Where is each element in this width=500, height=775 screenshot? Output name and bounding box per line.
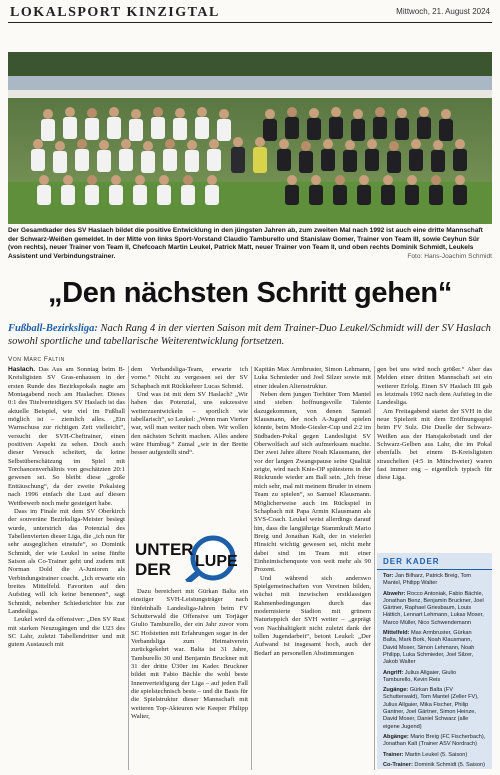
team-photo xyxy=(8,52,492,224)
kader-entry xyxy=(383,687,486,731)
subheadline xyxy=(8,322,492,348)
photo-caption xyxy=(8,227,492,262)
kader-title: DER KADER xyxy=(377,553,492,570)
kader-label: Tor: xyxy=(383,573,394,579)
page-header xyxy=(8,4,492,23)
paragraph: dem Verbandsliga-Team, erwarte ich vorne.“ Nicht zu vergessen sei der SV Schapbach mit Rückkehrer Lucas Schmid. xyxy=(131,366,248,390)
magnifier-icon xyxy=(131,528,248,582)
kader-entry xyxy=(383,591,486,627)
paragraph: Leukel wird da offensiver: „Den SV Rust mit starken Neuzugängen und die U23 des SC Lahr, zuletzt Tabellendritter und mit gutem Austausch mit xyxy=(8,616,125,649)
paragraph: Das Aus am Sonntag beim B-Kreisligisten SV Gras-enhausen in der ersten Runde des Bezirkspokals nagte am Montagabend noch am Haslacher. Dieses 0:1 des Titelverteidigers SV Haslach ist das aktuelle Beispiel, wie viel im Fußball möglich ist – ziemlich alles. „Ein Warnschuss zur richtigen Zeit vielleicht“, versucht der SVH-Cheftrainer, einen positiven Aspekt zu sehen. Doch auch dieser Versuch scheitert, da keine Selbstüberschätzung im Spiel mit Torchancenverhältnis von geschätzten 20:1 gewesen sei. So bleibt diese „große Enttäuschung“, da der zweite Pokalsieg nach 1996 einfach die Lust auf diesen Wettbewerb noch mehr gesteigert habe. xyxy=(8,366,125,507)
kader-text: Rocco Antoniak, Fabio Bächle, Jonathan Benz, Benjamin Bruckner, Joel Gärtner, Raphael Griesbaum, Louis Hättich, Lennart Lehmann, Lukas Moser, Marco Müller, Nico Schwendemann xyxy=(383,590,484,626)
kader-text: Dominik Schmidt (5. Saison) xyxy=(412,761,485,768)
section-title: LOKALSPORT KINZIGTAL xyxy=(10,5,220,20)
kader-label: Abgänge: xyxy=(383,733,409,740)
dateline: Haslach. xyxy=(8,366,36,373)
headline: „Den nächsten Schritt gehen“ xyxy=(47,277,453,309)
paragraph: Kapitän Max Armbruster, Simon Lehmann, Luka Schmieder und Joel Silzer sowie mit einer idealen Altersstruktur. xyxy=(254,366,371,390)
paragraph: Und was ist mit dem SV Haslach? „Wir haben das Potenzial, uns sukzessive weiterzuentwickeln – sportlich wie tabellarisch“, so Leukel: „Wenn man Vierter war, will man weiter nach oben. Wir wollen den nächsten Schritt machen. Alles andere wäre Humbug.“ Zumal „wir in der Breite besser aufgestellt sind“. xyxy=(131,391,248,457)
kader-label: Mittelfeld: xyxy=(383,630,410,637)
kader-label: Angriff: xyxy=(383,669,404,676)
kader-entry xyxy=(383,734,486,749)
kader-text: Jan Bilharz, Patrick Breig, Tom Mantel, Philipp Walter xyxy=(383,573,472,587)
unter-der-lupe-logo xyxy=(131,528,248,582)
paragraph: gen bei uns wird noch größer.“ Aber das Melden einer dritten Mannschaft sei ein weiterer Erfolg. Einen SV Haslach III gab es letztmals 1992 nach dem Aufstieg in die Landesliga. xyxy=(377,366,492,407)
kader-text: Martin Leukel (5. Saison) xyxy=(403,751,468,758)
subhead-kicker: Fußball-Bezirksliga: xyxy=(8,323,98,334)
kader-text: Max Armbruster, Gürkan Balta, Mark Bork, Noah Klausmann, David Moser, Simon Lehmann, Noah Philipp, Luka Schmieder, Joel Silzer, Jakob Walter xyxy=(383,630,475,666)
logo-word-3: LUPE xyxy=(195,553,238,570)
kader-list xyxy=(377,570,492,775)
caption-text: Der Gesamtkader des SV Haslach bildet die positive Entwicklung in den jüngsten Jahren ab, zum zweiten Mal nach 1992 ist auch eine dritte Mannschaft der Schwarz-Weißen gemeldet. In der Mitte von links Sport-Vorstand Claudio Tamburello und Stanislaw Gomer, Trainer von Team III, sowie Ceyhun Sür (von rechts), neuer Trainer von Team II, Chefcoach Martin Leukel, Patrick Matt, neuer Trainer von Team II, und oben rechts Dominik Schmidt, Leukels Assistent und Verbindungstrainer. xyxy=(8,227,483,261)
kader-entry xyxy=(383,762,486,769)
kader-entry xyxy=(383,630,486,666)
paragraph: Und während sich anderswo Spielgemeinschaften von Vereinen bilden, wächst mit inzwischen erstklassigen Rahmenbedingungen durch das modernisierte Stadion mit grünem Naturteppich der SVH weiter – „geprägt von Nachhaltigkeit nicht zuletzt dank der tollen Jugendarbeit“, betont Leukel: „Der Aufwand ist insgesamt hoch, auch der Bedarf an personellen Abstimmungen xyxy=(254,574,371,657)
kader-label: Zugänge: xyxy=(383,687,409,694)
kader-text: Mario Breig (FC Fischerbach), Jonathan Kalt (Trainer ASV Nordrach) xyxy=(383,733,486,748)
kader-text: Julius Allgaier, Giulio Tamburello, Kevin Reis xyxy=(383,669,457,683)
kader-text: Gürkan Balta (FV Schutterwald), Tom Mantel (Zeller FV), Julius Allgaier, Mika Fischer, Philip Gantner, Joel Gärtner, Simon Heinze, David Moser, Daniel Schwarz (alle eigene Jugend) xyxy=(383,687,479,730)
article-column-2-continued xyxy=(131,588,248,722)
column-rule xyxy=(374,366,375,770)
kader-entry xyxy=(383,752,486,759)
column-rule xyxy=(128,366,129,770)
issue-date: Mittwoch, 21. August 2024 xyxy=(396,7,490,16)
kader-box xyxy=(377,553,492,769)
logo-word-2: DER xyxy=(135,560,171,579)
subhead-text: Nach Rang 4 in der vierten Saison mit dem Trainer-Duo Leukel/Schmidt will der SV Haslach sowohl sportliche und tabellarische Weiterentwicklung fortsetzen. xyxy=(8,323,491,347)
kader-entry xyxy=(383,573,486,588)
logo-word-1: UNTER xyxy=(135,540,194,559)
paragraph: Dass im Finale mit dem SV Oberkirch der souveräne Bezirksliga-Meister besiegt wurde, unterstrich das Potenzial des Tabellenvierten dieser Liga, die „ich nun für sehr ausgeglichen einstufe“, so Dominik Schmidt, der wie Leukel in seine fünfte Saison als Co-Trainer geht und zudem mit Norman Dold die A-Junioren als Verbindungstrainer coacht. „Ich erwarte ein breites Mittelfeld. Favoriten auf den Aufstieg will ich keine benennen“, sagt Schmidt, nebenher Schiedsrichter bis zur Landesliga. xyxy=(8,507,125,615)
team-photo-illustration xyxy=(8,52,492,224)
paragraph: Neben dem jungen Torhüter Tom Mantel sind sieben hoffnungsvolle Talente dazugekommen, von denen Samuel Klausmann, der noch A-Jugend spielen könnte, beim Mode-Giesler-Cup und 2:2 im Südbaden-Pokal gegen Landesligist SV Oberwolfach auf sich aufmerksam machte. Der zwei Jahre ältere Noah Klausmann, der vor der langen Zwangspause seine Qualität zeigte, wird nach Knie-OP spätestens in der Rückrunde wieder am Ball sein. „Ich freue mich sehr, mal mit meinem Bruder in einem Team zu spielen“, so Samuel Klausmann. Möglicherweise auch im Rückspiel in Schapbach mit Papa Armin Klausmann als SVS-Coach. Leukel weist allerdings darauf hin, dass die langjährige Stammkraft Mario Breig und Jonathan Kalt, der in vielerlei Hinsicht wichtig gewesen sei, nicht mehr dabei sind im Team mit einer Einheimischenquote von weit mehr als 90 Prozent. xyxy=(254,391,371,574)
kader-label: Abwehr: xyxy=(383,590,406,597)
article-column-2 xyxy=(131,366,248,458)
column-rule xyxy=(251,366,252,770)
kader-entry xyxy=(383,670,486,685)
kader-label: Trainer: xyxy=(383,751,404,758)
kader-label: Co-Trainer: xyxy=(383,761,413,768)
article-column-1 xyxy=(8,366,125,650)
paragraph: Am Freitagabend startet der SVH in die neue Spielzeit mit dem Eröffnungsspiel beim FV Sulz. Die Duelle der Schwarz-Weißen aus der Hansjakobstadt und der Schwarz-Gelben aus Lahr, die im Pokal ebenfalls bei einem B-Kreisligisten strauchelten (4:5 in Münchweier) waren fast immer eng – eigentlich typisch für diese Liga. xyxy=(377,407,492,482)
article-column-4 xyxy=(377,366,492,483)
photo-credit: Foto: Hans-Joachim Schmidt xyxy=(407,253,492,261)
article-column-3 xyxy=(254,366,371,658)
paragraph: Dazu bereichert mit Gürkan Balta ein einstiger SVH-Leistungsträger nach fünfeinhalb Landesliga-Jahren beim FV Schutterwald die Offensive um Torjäger Giulio Tamburello, der ein Jahr zuvor vom SC Hofstetten mit Erfahrungen sogar in der Verbandsliga zum Heimatverein zurückgekehrt war. Balta ist 31 Jahre, Tamburello 30 und Benjamin Bruckner mit 31 der dritte Ü30er im Kader. Bruckner bildet mit Fabio Bächle die wohl beste Innenverteidigung der Liga – auf jeden Fall die spielstechnisch beste – und die Basis für die Spielstruktur dieser Mannschaft mit weiteren Top-Akteuren wie Keeper Philipp Walter, xyxy=(131,588,248,721)
byline: Von Marc Faltin xyxy=(8,356,65,363)
